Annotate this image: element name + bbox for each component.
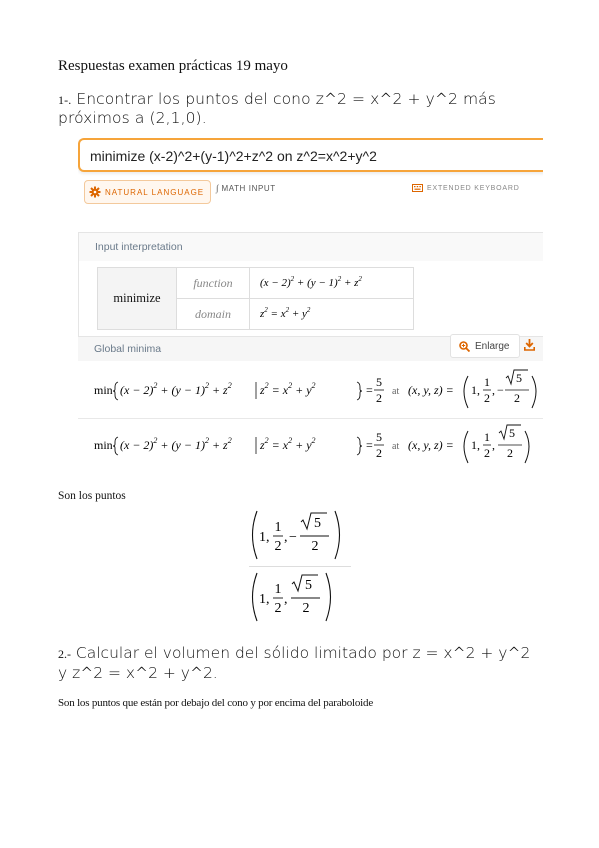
question-1-text: Encontrar los puntos del cono z^2 = x^2 + y^2 más próximos a (2,1,0). xyxy=(58,90,496,127)
svg-text:1,: 1, xyxy=(259,530,270,545)
svg-text:1,: 1, xyxy=(471,383,480,397)
svg-text:2: 2 xyxy=(376,446,382,460)
enlarge-icon xyxy=(459,341,470,352)
svg-text:(x, y, z) =: (x, y, z) = xyxy=(408,438,454,452)
svg-text:2: 2 xyxy=(484,446,490,460)
svg-text:2: 2 xyxy=(484,391,490,405)
svg-text:5: 5 xyxy=(509,426,515,440)
result-row-1 xyxy=(78,364,543,412)
natural-language-label: NATURAL LANGUAGE xyxy=(105,187,205,197)
function-formula xyxy=(260,272,400,292)
svg-text:−: − xyxy=(497,383,504,397)
point-2-formula xyxy=(245,567,355,627)
svg-text:z2 = x2 + y2: $z^2 = x^2 + y^2$ xyxy=(260,305,311,320)
svg-text:1: 1 xyxy=(484,430,490,444)
query-input[interactable] xyxy=(78,138,543,172)
pod-title: Input interpretation xyxy=(95,241,183,253)
svg-text:min: min xyxy=(94,438,113,452)
svg-text:5: 5 xyxy=(516,371,522,385)
interp-function-value xyxy=(250,268,414,299)
keyboard-icon xyxy=(412,184,423,192)
svg-text:2: 2 xyxy=(274,539,282,554)
result-formula-2 xyxy=(94,419,543,469)
svg-text:at: at xyxy=(392,441,400,452)
enlarge-button[interactable] xyxy=(450,334,520,358)
answer-2-text: Son los puntos que están por debajo del cono y por encima del paraboloide xyxy=(58,697,374,709)
question-2-text: Calcular el volumen del sólido limitado por z = x^2 + y^2 y z^2 = x^2 + y^2. xyxy=(58,644,531,682)
svg-text:,: , xyxy=(492,438,495,452)
pod-header xyxy=(78,336,543,361)
interp-verb: minimize xyxy=(98,268,177,330)
pod-title: Global minima xyxy=(94,343,162,355)
pod-header xyxy=(79,233,543,261)
input-mode-bar xyxy=(84,180,543,202)
svg-text:(x, y, z) =: (x, y, z) = xyxy=(408,383,454,397)
question-2 xyxy=(58,644,538,683)
question-1 xyxy=(58,90,558,127)
gear-icon xyxy=(89,186,101,198)
svg-text:1,: 1, xyxy=(471,438,480,452)
svg-text:(x − 2)2 + (y − 1)2 + z2: $(x - 2)^2 + (y - 1)^2 + z^2$ xyxy=(120,436,232,452)
svg-text:1: 1 xyxy=(274,582,282,597)
interpretation-table xyxy=(97,267,414,330)
svg-text:2: 2 xyxy=(302,601,310,616)
svg-text:2: 2 xyxy=(514,391,520,405)
wolfram-screenshot xyxy=(78,138,543,478)
svg-text:z2 = x2 + y2: $z^2 = x^2 + y^2$ xyxy=(260,436,316,452)
download-icon[interactable] xyxy=(524,339,535,351)
question-1-number: 1-. xyxy=(58,93,72,107)
svg-text:,: , xyxy=(284,530,288,545)
result-formula-1 xyxy=(94,364,543,414)
svg-text:5: 5 xyxy=(305,578,312,593)
math-input-mode-button[interactable] xyxy=(216,183,276,193)
svg-text:(x − 2)2 + (y − 1)2 + z2: $(x - 2)^2 + (y - 1)^2 + z^2$ xyxy=(260,274,362,289)
math-input-label: MATH INPUT xyxy=(221,183,276,193)
global-minima-pod xyxy=(78,336,543,478)
document-title: Respuestas examen prácticas 19 mayo xyxy=(58,58,288,74)
svg-text:z2 = x2 + y2: $z^2 = x^2 + y^2$ xyxy=(260,381,316,397)
svg-text:1,: 1, xyxy=(259,592,270,607)
svg-text:=: = xyxy=(366,438,373,452)
interp-key-domain: domain xyxy=(177,299,250,330)
svg-text:5: 5 xyxy=(376,430,382,444)
svg-text:=: = xyxy=(366,383,373,397)
domain-formula xyxy=(260,303,400,323)
svg-text:,: , xyxy=(492,383,495,397)
math-input-icon: ∫ xyxy=(216,183,219,193)
extended-keyboard-label: EXTENDED KEYBOARD xyxy=(427,184,520,192)
svg-text:(x − 2)2 + (y − 1)2 + z2: $(x - 2)^2 + (y - 1)^2 + z^2$ xyxy=(120,381,232,397)
interp-key-function: function xyxy=(177,268,250,299)
svg-text:−: − xyxy=(289,530,297,545)
svg-text:2: 2 xyxy=(507,446,513,460)
extended-keyboard-button[interactable] xyxy=(412,184,520,192)
svg-text:2: 2 xyxy=(274,601,282,616)
svg-text:,: , xyxy=(284,592,288,607)
input-interpretation-pod xyxy=(78,232,543,340)
svg-text:5: 5 xyxy=(314,516,321,531)
natural-language-mode-button[interactable] xyxy=(84,180,211,204)
answer-1-intro: Son los puntos xyxy=(58,490,126,502)
svg-text:2: 2 xyxy=(311,539,319,554)
question-2-number: 2.- xyxy=(58,647,71,661)
svg-text:min: min xyxy=(94,383,113,397)
interp-domain-value xyxy=(250,299,414,330)
result-row-2 xyxy=(78,418,543,467)
svg-text:2: 2 xyxy=(376,391,382,405)
query-text: minimize (x-2)^2+(y-1)^2+z^2 on z^2=x^2+y^2 xyxy=(90,148,377,164)
answer-points xyxy=(245,505,355,625)
point-1-formula xyxy=(245,505,355,565)
enlarge-label: Enlarge xyxy=(475,340,510,352)
svg-text:1: 1 xyxy=(484,375,490,389)
svg-text:5: 5 xyxy=(376,375,382,389)
svg-text:at: at xyxy=(392,386,400,397)
svg-text:1: 1 xyxy=(274,520,282,535)
